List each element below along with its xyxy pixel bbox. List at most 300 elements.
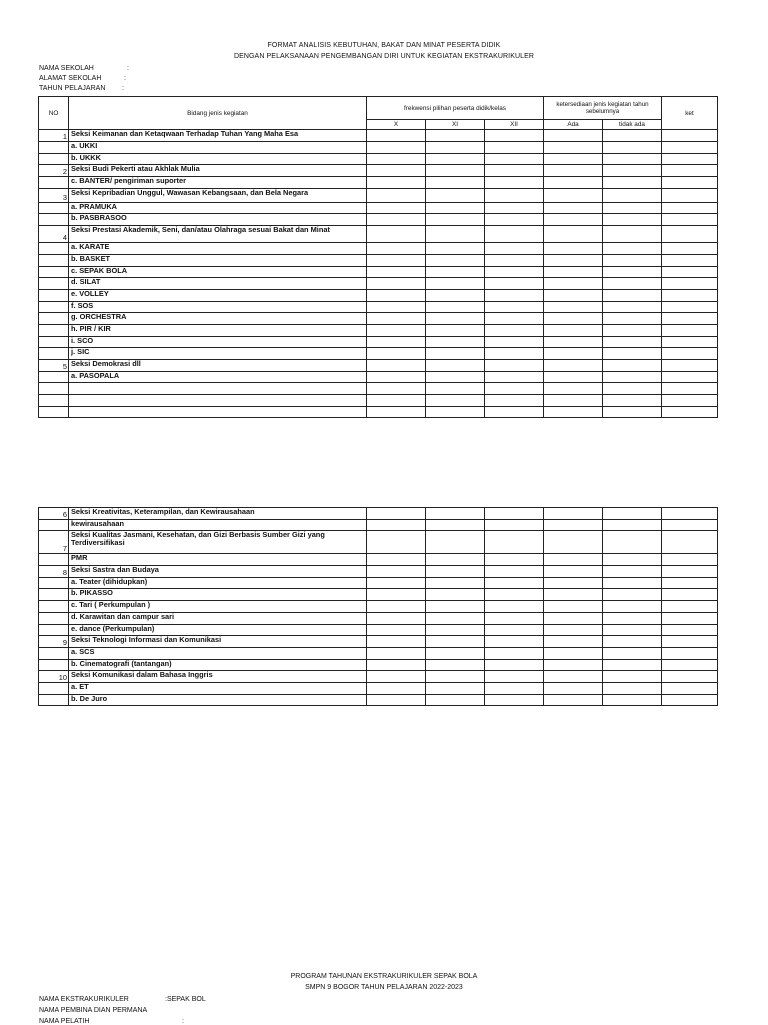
entry-cell[interactable]: [662, 566, 718, 578]
entry-cell[interactable]: [485, 202, 544, 214]
activity-cell: e. dance (Perkumpulan): [69, 624, 367, 636]
table-row: [39, 682, 718, 694]
row-number: 3: [39, 188, 69, 202]
entry-cell[interactable]: [426, 371, 485, 383]
activity-cell: a. PRAMUKA: [69, 202, 367, 214]
table-row: [39, 624, 718, 636]
entry-cell[interactable]: [426, 153, 485, 165]
entry-cell[interactable]: [485, 348, 544, 360]
entry-cell[interactable]: [426, 188, 485, 202]
entry-cell[interactable]: [485, 371, 544, 383]
entry-cell[interactable]: [367, 188, 426, 202]
entry-cell[interactable]: [426, 243, 485, 255]
entry-cell[interactable]: [426, 130, 485, 142]
entry-cell[interactable]: [544, 395, 603, 407]
entry-cell[interactable]: [544, 254, 603, 266]
table-row: [39, 383, 718, 395]
doc-title-line1: FORMAT ANALISIS KEBUTUHAN, BAKAT DAN MINAT PESERTA DIDIK: [267, 42, 501, 49]
entry-cell[interactable]: [367, 395, 426, 407]
row-number: 7: [39, 531, 69, 554]
row-number: [39, 577, 69, 589]
entry-cell[interactable]: [603, 130, 662, 142]
entry-cell[interactable]: [485, 336, 544, 348]
entry-cell[interactable]: [662, 383, 718, 395]
entry-cell[interactable]: [426, 566, 485, 578]
entry-cell[interactable]: [662, 624, 718, 636]
entry-cell[interactable]: [367, 153, 426, 165]
entry-cell[interactable]: [426, 682, 485, 694]
entry-cell[interactable]: [662, 612, 718, 624]
entry-cell[interactable]: [485, 519, 544, 531]
entry-cell[interactable]: [662, 659, 718, 671]
table-row: [39, 130, 718, 142]
entry-cell[interactable]: [367, 336, 426, 348]
entry-cell[interactable]: [485, 624, 544, 636]
activity-cell: c. BANTER/ pengiriman suporter: [69, 177, 367, 189]
col-tidak-ada-header: tidak ada: [603, 120, 662, 130]
entry-cell[interactable]: [662, 324, 718, 336]
entry-cell[interactable]: [603, 566, 662, 578]
entry-cell[interactable]: [426, 636, 485, 648]
activity-cell: a. Teater (dihidupkan): [69, 577, 367, 589]
entry-cell[interactable]: [367, 406, 426, 418]
entry-cell[interactable]: [662, 671, 718, 683]
entry-cell[interactable]: [485, 406, 544, 418]
entry-cell[interactable]: [367, 554, 426, 566]
activity-cell: [69, 395, 367, 407]
entry-cell[interactable]: [662, 226, 718, 243]
entry-cell[interactable]: [485, 289, 544, 301]
entry-cell[interactable]: [603, 647, 662, 659]
entry-cell[interactable]: [426, 348, 485, 360]
entry-cell[interactable]: [603, 601, 662, 613]
entry-cell[interactable]: [485, 636, 544, 648]
entry-cell[interactable]: [544, 554, 603, 566]
entry-cell[interactable]: [603, 177, 662, 189]
entry-cell[interactable]: [367, 278, 426, 290]
col-xii-header: XII: [485, 120, 544, 130]
entry-cell[interactable]: [603, 531, 662, 554]
row-number: [39, 202, 69, 214]
entry-cell[interactable]: [426, 612, 485, 624]
entry-cell[interactable]: [367, 226, 426, 243]
entry-cell[interactable]: [603, 266, 662, 278]
entry-cell[interactable]: [603, 301, 662, 313]
entry-cell[interactable]: [367, 266, 426, 278]
table-row: [39, 508, 718, 520]
entry-cell[interactable]: [662, 142, 718, 154]
entry-cell[interactable]: [603, 659, 662, 671]
bottom-label: NAMA PELATIH: [39, 1018, 90, 1025]
row-number: 1: [39, 130, 69, 142]
entry-cell[interactable]: [485, 226, 544, 243]
entry-cell[interactable]: [426, 177, 485, 189]
row-number: [39, 647, 69, 659]
entry-cell[interactable]: [544, 348, 603, 360]
entry-cell[interactable]: [485, 671, 544, 683]
entry-cell[interactable]: [485, 659, 544, 671]
entry-cell[interactable]: [485, 601, 544, 613]
entry-cell[interactable]: [544, 682, 603, 694]
entry-cell[interactable]: [603, 406, 662, 418]
activity-cell: b. UKKK: [69, 153, 367, 165]
entry-cell[interactable]: [544, 636, 603, 648]
entry-cell[interactable]: [367, 383, 426, 395]
entry-cell[interactable]: [603, 519, 662, 531]
row-number: [39, 324, 69, 336]
entry-cell[interactable]: [485, 360, 544, 372]
entry-cell[interactable]: [662, 636, 718, 648]
entry-cell[interactable]: [603, 202, 662, 214]
entry-cell[interactable]: [544, 406, 603, 418]
entry-cell[interactable]: [544, 188, 603, 202]
activity-cell: c. SEPAK BOLA: [69, 266, 367, 278]
entry-cell[interactable]: [485, 278, 544, 290]
entry-cell[interactable]: [662, 266, 718, 278]
entry-cell[interactable]: [426, 289, 485, 301]
entry-cell[interactable]: [485, 383, 544, 395]
entry-cell[interactable]: [662, 130, 718, 142]
entry-cell[interactable]: [544, 508, 603, 520]
entry-cell[interactable]: [426, 142, 485, 154]
meta-label: TAHUN PELAJARAN: [39, 85, 106, 92]
entry-cell[interactable]: [426, 226, 485, 243]
table-row: [39, 601, 718, 613]
row-number: [39, 612, 69, 624]
entry-cell[interactable]: [662, 601, 718, 613]
table-1-body: [39, 130, 718, 418]
entry-cell[interactable]: [485, 142, 544, 154]
entry-cell[interactable]: [544, 324, 603, 336]
entry-cell[interactable]: [662, 371, 718, 383]
entry-cell[interactable]: [367, 647, 426, 659]
entry-cell[interactable]: [485, 153, 544, 165]
entry-cell[interactable]: [485, 508, 544, 520]
entry-cell[interactable]: [544, 142, 603, 154]
entry-cell[interactable]: [544, 371, 603, 383]
entry-cell[interactable]: [426, 395, 485, 407]
entry-cell[interactable]: [426, 336, 485, 348]
entry-cell[interactable]: [662, 177, 718, 189]
activity-cell: f. SOS: [69, 301, 367, 313]
entry-cell[interactable]: [544, 313, 603, 325]
entry-cell[interactable]: [603, 589, 662, 601]
entry-cell[interactable]: [485, 694, 544, 706]
entry-cell[interactable]: [603, 395, 662, 407]
entry-cell[interactable]: [367, 577, 426, 589]
entry-cell[interactable]: [485, 188, 544, 202]
activity-cell: g. ORCHESTRA: [69, 313, 367, 325]
entry-cell[interactable]: [662, 188, 718, 202]
entry-cell[interactable]: [367, 682, 426, 694]
entry-cell[interactable]: [426, 324, 485, 336]
bottom-label: NAMA EKSTRAKURIKULER: [39, 996, 129, 1003]
entry-cell[interactable]: [485, 130, 544, 142]
entry-cell[interactable]: [485, 566, 544, 578]
table-row: [39, 636, 718, 648]
col-ketersediaan-header: ketersediaan jenis kegiatan tahun sebelumnya: [544, 97, 662, 120]
entry-cell[interactable]: [544, 519, 603, 531]
entry-cell[interactable]: [662, 348, 718, 360]
entry-cell[interactable]: [426, 694, 485, 706]
entry-cell[interactable]: [367, 589, 426, 601]
entry-cell[interactable]: [544, 243, 603, 255]
entry-cell[interactable]: [367, 636, 426, 648]
entry-cell[interactable]: [485, 214, 544, 226]
entry-cell[interactable]: [367, 531, 426, 554]
entry-cell[interactable]: [426, 202, 485, 214]
entry-cell[interactable]: [367, 371, 426, 383]
entry-cell[interactable]: [544, 624, 603, 636]
entry-cell[interactable]: [426, 531, 485, 554]
entry-cell[interactable]: [485, 165, 544, 177]
entry-cell[interactable]: [485, 612, 544, 624]
entry-cell[interactable]: [485, 313, 544, 325]
entry-cell[interactable]: [544, 694, 603, 706]
entry-cell[interactable]: [662, 519, 718, 531]
entry-cell[interactable]: [485, 554, 544, 566]
entry-cell[interactable]: [544, 383, 603, 395]
entry-cell[interactable]: [485, 647, 544, 659]
row-number: [39, 142, 69, 154]
entry-cell[interactable]: [603, 636, 662, 648]
entry-cell[interactable]: [426, 624, 485, 636]
entry-cell[interactable]: [544, 566, 603, 578]
entry-cell[interactable]: [367, 519, 426, 531]
entry-cell[interactable]: [544, 153, 603, 165]
entry-cell[interactable]: [367, 254, 426, 266]
entry-cell[interactable]: [603, 188, 662, 202]
entry-cell[interactable]: [367, 624, 426, 636]
entry-cell[interactable]: [367, 601, 426, 613]
entry-cell[interactable]: [603, 254, 662, 266]
meta-sep: :: [127, 65, 129, 72]
col-x-header: X: [367, 120, 426, 130]
entry-cell[interactable]: [662, 694, 718, 706]
entry-cell[interactable]: [426, 278, 485, 290]
table-row: [39, 188, 718, 202]
entry-cell[interactable]: [544, 612, 603, 624]
entry-cell[interactable]: [367, 165, 426, 177]
entry-cell[interactable]: [544, 165, 603, 177]
meta-label: NAMA SEKOLAH: [39, 65, 94, 72]
entry-cell[interactable]: [544, 177, 603, 189]
entry-cell[interactable]: [603, 694, 662, 706]
entry-cell[interactable]: [426, 301, 485, 313]
entry-cell[interactable]: [367, 130, 426, 142]
entry-cell[interactable]: [426, 519, 485, 531]
activity-cell: Seksi Prestasi Akademik, Seni, dan/atau Olahraga sesuai Bakat dan Minat: [69, 226, 367, 243]
entry-cell[interactable]: [367, 289, 426, 301]
entry-cell[interactable]: [603, 226, 662, 243]
entry-cell[interactable]: [662, 589, 718, 601]
entry-cell[interactable]: [603, 554, 662, 566]
activity-cell: a. KARATE: [69, 243, 367, 255]
entry-cell[interactable]: [662, 243, 718, 255]
entry-cell[interactable]: [426, 406, 485, 418]
entry-cell[interactable]: [603, 682, 662, 694]
activity-cell: b. BASKET: [69, 254, 367, 266]
entry-cell[interactable]: [367, 659, 426, 671]
entry-cell[interactable]: [426, 360, 485, 372]
entry-cell[interactable]: [544, 647, 603, 659]
meta-sep: :: [124, 75, 126, 82]
entry-cell[interactable]: [485, 301, 544, 313]
entry-cell[interactable]: [603, 153, 662, 165]
entry-cell[interactable]: [662, 153, 718, 165]
entry-cell[interactable]: [367, 694, 426, 706]
entry-cell[interactable]: [603, 508, 662, 520]
entry-cell[interactable]: [603, 383, 662, 395]
entry-cell[interactable]: [426, 647, 485, 659]
entry-cell[interactable]: [367, 324, 426, 336]
meta-alamat-sekolah: [39, 75, 126, 82]
entry-cell[interactable]: [485, 682, 544, 694]
entry-cell[interactable]: [485, 324, 544, 336]
activity-cell: [69, 383, 367, 395]
entry-cell[interactable]: [603, 336, 662, 348]
entry-cell[interactable]: [426, 165, 485, 177]
entry-cell[interactable]: [367, 301, 426, 313]
activity-cell: Seksi Sastra dan Budaya: [69, 566, 367, 578]
col-xi-header: XI: [426, 120, 485, 130]
entry-cell[interactable]: [367, 142, 426, 154]
row-number: [39, 254, 69, 266]
entry-cell[interactable]: [544, 577, 603, 589]
entry-cell[interactable]: [662, 278, 718, 290]
entry-cell[interactable]: [426, 577, 485, 589]
entry-cell[interactable]: [426, 554, 485, 566]
entry-cell[interactable]: [367, 243, 426, 255]
entry-cell[interactable]: [603, 313, 662, 325]
entry-cell[interactable]: [367, 360, 426, 372]
entry-cell[interactable]: [603, 243, 662, 255]
entry-cell[interactable]: [367, 671, 426, 683]
entry-cell[interactable]: [544, 671, 603, 683]
entry-cell[interactable]: [426, 601, 485, 613]
row-number: [39, 336, 69, 348]
entry-cell[interactable]: [662, 202, 718, 214]
activity-cell: b. De Juro: [69, 694, 367, 706]
entry-cell[interactable]: [367, 566, 426, 578]
entry-cell[interactable]: [662, 214, 718, 226]
entry-cell[interactable]: [603, 577, 662, 589]
entry-cell[interactable]: [544, 214, 603, 226]
entry-cell[interactable]: [544, 589, 603, 601]
entry-cell[interactable]: [544, 266, 603, 278]
entry-cell[interactable]: [544, 278, 603, 290]
entry-cell[interactable]: [426, 313, 485, 325]
entry-cell[interactable]: [426, 254, 485, 266]
table-row: [39, 348, 718, 360]
entry-cell[interactable]: [662, 395, 718, 407]
entry-cell[interactable]: [662, 336, 718, 348]
entry-cell[interactable]: [603, 165, 662, 177]
entry-cell[interactable]: [367, 612, 426, 624]
entry-cell[interactable]: [603, 324, 662, 336]
entry-cell[interactable]: [603, 371, 662, 383]
table-row: [39, 177, 718, 189]
entry-cell[interactable]: [603, 612, 662, 624]
table-row: [39, 360, 718, 372]
entry-cell[interactable]: [426, 589, 485, 601]
entry-cell[interactable]: [426, 659, 485, 671]
entry-cell[interactable]: [662, 313, 718, 325]
activity-cell: h. PIR / KIR: [69, 324, 367, 336]
entry-cell[interactable]: [367, 508, 426, 520]
table-row: [39, 301, 718, 313]
entry-cell[interactable]: [662, 531, 718, 554]
entry-cell[interactable]: [544, 289, 603, 301]
entry-cell[interactable]: [603, 348, 662, 360]
row-number: 4: [39, 226, 69, 243]
entry-cell[interactable]: [544, 301, 603, 313]
activity-cell: a. UKKI: [69, 142, 367, 154]
entry-cell[interactable]: [544, 531, 603, 554]
entry-cell[interactable]: [662, 406, 718, 418]
row-number: 5: [39, 360, 69, 372]
activity-cell: c. Tari ( Perkumpulan ): [69, 601, 367, 613]
entry-cell[interactable]: [544, 336, 603, 348]
entry-cell[interactable]: [367, 177, 426, 189]
entry-cell[interactable]: [603, 289, 662, 301]
entry-cell[interactable]: [662, 165, 718, 177]
entry-cell[interactable]: [603, 360, 662, 372]
entry-cell[interactable]: [485, 177, 544, 189]
entry-cell[interactable]: [426, 383, 485, 395]
entry-cell[interactable]: [367, 214, 426, 226]
entry-cell[interactable]: [662, 554, 718, 566]
entry-cell[interactable]: [662, 508, 718, 520]
entry-cell[interactable]: [662, 682, 718, 694]
entry-cell[interactable]: [367, 348, 426, 360]
row-number: [39, 348, 69, 360]
entry-cell[interactable]: [544, 659, 603, 671]
entry-cell[interactable]: [485, 395, 544, 407]
entry-cell[interactable]: [544, 202, 603, 214]
entry-cell[interactable]: [603, 278, 662, 290]
entry-cell[interactable]: [662, 577, 718, 589]
entry-cell[interactable]: [426, 508, 485, 520]
entry-cell[interactable]: [544, 360, 603, 372]
entry-cell[interactable]: [485, 577, 544, 589]
entry-cell[interactable]: [426, 214, 485, 226]
entry-cell[interactable]: [603, 142, 662, 154]
entry-cell[interactable]: [662, 360, 718, 372]
entry-cell[interactable]: [603, 624, 662, 636]
entry-cell[interactable]: [485, 531, 544, 554]
entry-cell[interactable]: [544, 226, 603, 243]
entry-cell[interactable]: [544, 130, 603, 142]
entry-cell[interactable]: [485, 266, 544, 278]
entry-cell[interactable]: [603, 214, 662, 226]
entry-cell[interactable]: [485, 589, 544, 601]
entry-cell[interactable]: [662, 647, 718, 659]
entry-cell[interactable]: [544, 601, 603, 613]
entry-cell[interactable]: [367, 202, 426, 214]
entry-cell[interactable]: [603, 671, 662, 683]
entry-cell[interactable]: [426, 266, 485, 278]
entry-cell[interactable]: [662, 301, 718, 313]
entry-cell[interactable]: [485, 243, 544, 255]
entry-cell[interactable]: [426, 671, 485, 683]
entry-cell[interactable]: [485, 254, 544, 266]
table-row: [39, 142, 718, 154]
entry-cell[interactable]: [662, 254, 718, 266]
entry-cell[interactable]: [367, 313, 426, 325]
entry-cell[interactable]: [662, 289, 718, 301]
table-row: [39, 694, 718, 706]
